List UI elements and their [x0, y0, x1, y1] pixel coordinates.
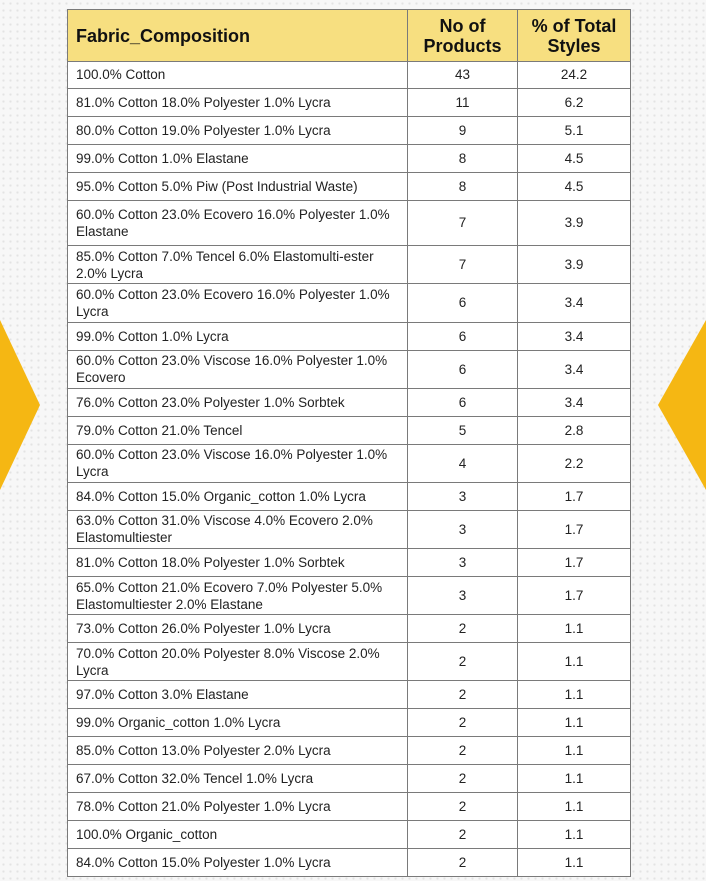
composition-cell: 85.0% Cotton 13.0% Polyester 2.0% Lycra: [68, 737, 408, 765]
composition-cell: 67.0% Cotton 32.0% Tencel 1.0% Lycra: [68, 765, 408, 793]
percent-styles-cell: 1.7: [518, 510, 631, 548]
composition-cell: 80.0% Cotton 19.0% Polyester 1.0% Lycra: [68, 116, 408, 144]
composition-cell: 78.0% Cotton 21.0% Polyester 1.0% Lycra: [68, 793, 408, 821]
fabric-composition-table-card: [67, 9, 630, 877]
composition-cell: 100.0% Cotton: [68, 62, 408, 89]
table-row: [68, 62, 631, 89]
table-row: [68, 246, 631, 284]
composition-cell: 73.0% Cotton 26.0% Polyester 1.0% Lycra: [68, 615, 408, 643]
table-row: [68, 116, 631, 144]
percent-styles-cell: 1.1: [518, 821, 631, 849]
products-count-cell: 11: [408, 88, 518, 116]
products-count-cell: 5: [408, 416, 518, 444]
composition-cell: 60.0% Cotton 23.0% Ecovero 16.0% Polyester 1.0% Elastane: [68, 200, 408, 246]
products-count-cell: 7: [408, 200, 518, 246]
percent-styles-cell: 3.4: [518, 284, 631, 322]
table-row: [68, 416, 631, 444]
percent-styles-cell: 3.4: [518, 350, 631, 388]
composition-cell: 84.0% Cotton 15.0% Polyester 1.0% Lycra: [68, 849, 408, 877]
composition-cell: 81.0% Cotton 18.0% Polyester 1.0% Sorbtek: [68, 549, 408, 577]
table-row: [68, 681, 631, 709]
table-row: [68, 765, 631, 793]
table-row: [68, 709, 631, 737]
percent-styles-cell: 1.7: [518, 549, 631, 577]
composition-cell: 85.0% Cotton 7.0% Tencel 6.0% Elastomulti-ester 2.0% Lycra: [68, 246, 408, 284]
products-count-cell: 2: [408, 681, 518, 709]
composition-cell: 60.0% Cotton 23.0% Viscose 16.0% Polyester 1.0% Lycra: [68, 444, 408, 482]
percent-styles-cell: 1.1: [518, 681, 631, 709]
percent-styles-cell: 1.1: [518, 615, 631, 643]
products-count-cell: 3: [408, 577, 518, 615]
table-row: [68, 144, 631, 172]
percent-styles-cell: 3.9: [518, 200, 631, 246]
products-count-cell: 8: [408, 144, 518, 172]
percent-styles-cell: 1.7: [518, 482, 631, 510]
products-count-cell: 43: [408, 62, 518, 89]
percent-styles-cell: 1.1: [518, 793, 631, 821]
products-count-cell: 2: [408, 765, 518, 793]
table-body: [68, 62, 631, 877]
table-row: [68, 284, 631, 322]
table-row: [68, 172, 631, 200]
table-row: [68, 482, 631, 510]
percent-styles-cell: 3.4: [518, 388, 631, 416]
percent-styles-cell: 6.2: [518, 88, 631, 116]
products-count-cell: 6: [408, 350, 518, 388]
products-count-cell: 3: [408, 510, 518, 548]
header-no-of-products: No of Products: [408, 10, 518, 62]
percent-styles-cell: 4.5: [518, 172, 631, 200]
percent-styles-cell: 2.8: [518, 416, 631, 444]
products-count-cell: 7: [408, 246, 518, 284]
table-row: [68, 821, 631, 849]
table-row: [68, 793, 631, 821]
products-count-cell: 2: [408, 643, 518, 681]
table-row: [68, 322, 631, 350]
products-count-cell: 6: [408, 388, 518, 416]
products-count-cell: 2: [408, 849, 518, 877]
composition-cell: 65.0% Cotton 21.0% Ecovero 7.0% Polyester 5.0% Elastomultiester 2.0% Elastane: [68, 577, 408, 615]
composition-cell: 79.0% Cotton 21.0% Tencel: [68, 416, 408, 444]
products-count-cell: 6: [408, 284, 518, 322]
percent-styles-cell: 1.7: [518, 577, 631, 615]
percent-styles-cell: 2.2: [518, 444, 631, 482]
table-row: [68, 549, 631, 577]
fabric-composition-table: [67, 9, 631, 877]
table-row: [68, 444, 631, 482]
table-row: [68, 849, 631, 877]
table-row: [68, 577, 631, 615]
percent-styles-cell: 1.1: [518, 643, 631, 681]
composition-cell: 63.0% Cotton 31.0% Viscose 4.0% Ecovero 2.0% Elastomultiester: [68, 510, 408, 548]
products-count-cell: 8: [408, 172, 518, 200]
percent-styles-cell: 1.1: [518, 709, 631, 737]
percent-styles-cell: 3.9: [518, 246, 631, 284]
percent-styles-cell: 1.1: [518, 737, 631, 765]
table-row: [68, 510, 631, 548]
left-arrow-decoration: [0, 320, 40, 490]
table-row: [68, 615, 631, 643]
table-row: [68, 350, 631, 388]
percent-styles-cell: 5.1: [518, 116, 631, 144]
table-row: [68, 200, 631, 246]
header-fabric-composition: Fabric_Composition: [68, 10, 408, 62]
composition-cell: 97.0% Cotton 3.0% Elastane: [68, 681, 408, 709]
composition-cell: 84.0% Cotton 15.0% Organic_cotton 1.0% Lycra: [68, 482, 408, 510]
composition-cell: 95.0% Cotton 5.0% Piw (Post Industrial Waste): [68, 172, 408, 200]
products-count-cell: 3: [408, 482, 518, 510]
products-count-cell: 2: [408, 615, 518, 643]
products-count-cell: 4: [408, 444, 518, 482]
percent-styles-cell: 4.5: [518, 144, 631, 172]
composition-cell: 99.0% Cotton 1.0% Elastane: [68, 144, 408, 172]
products-count-cell: 2: [408, 737, 518, 765]
composition-cell: 70.0% Cotton 20.0% Polyester 8.0% Viscose 2.0% Lycra: [68, 643, 408, 681]
table-row: [68, 643, 631, 681]
table-header-row: [68, 10, 631, 62]
products-count-cell: 2: [408, 793, 518, 821]
products-count-cell: 2: [408, 709, 518, 737]
composition-cell: 60.0% Cotton 23.0% Ecovero 16.0% Polyester 1.0% Lycra: [68, 284, 408, 322]
composition-cell: 81.0% Cotton 18.0% Polyester 1.0% Lycra: [68, 88, 408, 116]
composition-cell: 99.0% Cotton 1.0% Lycra: [68, 322, 408, 350]
composition-cell: 99.0% Organic_cotton 1.0% Lycra: [68, 709, 408, 737]
products-count-cell: 2: [408, 821, 518, 849]
table-row: [68, 388, 631, 416]
composition-cell: 100.0% Organic_cotton: [68, 821, 408, 849]
percent-styles-cell: 24.2: [518, 62, 631, 89]
table-row: [68, 737, 631, 765]
header-percent-total-styles: % of Total Styles: [518, 10, 631, 62]
products-count-cell: 9: [408, 116, 518, 144]
products-count-cell: 6: [408, 322, 518, 350]
percent-styles-cell: 3.4: [518, 322, 631, 350]
composition-cell: 60.0% Cotton 23.0% Viscose 16.0% Polyester 1.0% Ecovero: [68, 350, 408, 388]
composition-cell: 76.0% Cotton 23.0% Polyester 1.0% Sorbtek: [68, 388, 408, 416]
products-count-cell: 3: [408, 549, 518, 577]
right-arrow-decoration: [658, 320, 706, 490]
percent-styles-cell: 1.1: [518, 849, 631, 877]
table-row: [68, 88, 631, 116]
percent-styles-cell: 1.1: [518, 765, 631, 793]
